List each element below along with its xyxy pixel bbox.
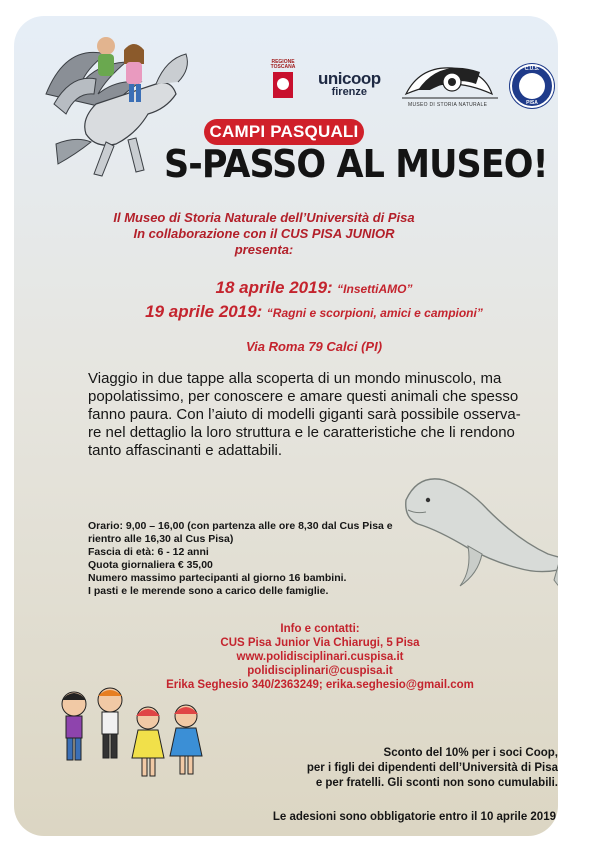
contacts-phone-email[interactable]: Erika Seghesio 340/2363249; erika.seghesio@gmail.com <box>166 679 474 691</box>
detail-orario: Orario: 9,00 – 16,00 (con partenza alle ore 8,30 dal Cus Pisa e <box>88 520 393 532</box>
event-headline: S-PASSO AL MUSEO! <box>164 142 548 186</box>
regione-flag-icon <box>273 72 293 98</box>
unicoop-main: unicoop <box>318 69 381 88</box>
cus-emblem-icon <box>519 73 545 99</box>
discount-line: e per fratelli. Gli sconti non sono cumulabili. <box>315 777 558 789</box>
museo-logo-text: MUSEO DI STORIA NATURALE <box>408 102 488 108</box>
date-line-2 <box>54 302 558 322</box>
detail-quota: Quota giornaliera € 35,00 <box>88 559 213 571</box>
date-label: 19 aprile 2019: <box>145 302 263 321</box>
detail-max: Numero massimo partecipanti al giorno 16 bambini. <box>88 572 347 584</box>
detail-eta: Fascia di età: 6 - 12 anni <box>88 546 209 558</box>
regione-toscana-logo <box>270 60 296 98</box>
contacts-line: CUS Pisa Junior Via Chiarugi, 5 Pisa <box>220 637 420 649</box>
intro-text <box>54 210 474 258</box>
date-line-1 <box>54 278 558 298</box>
desc-line: popolatissimo, per conoscere e amare questi animali che spesso <box>88 388 519 405</box>
event-details <box>88 520 438 598</box>
event-address: Via Roma 79 Calci (PI) <box>245 339 383 354</box>
desc-line: re nel dettaglio la loro struttura e le caratteristiche che li rendono <box>88 424 515 441</box>
discount-line: Sconto del 10% per i soci Coop, <box>383 747 558 759</box>
event-description <box>88 370 558 460</box>
contact-info <box>110 622 530 692</box>
registration-deadline: Le adesioni sono obbligatorie entro il 10 aprile 2019 <box>272 811 556 823</box>
regione-label: REGIONE TOSCANA <box>270 59 296 70</box>
date-label: 18 aprile 2019: <box>215 278 333 297</box>
desc-line: tanto affascinanti e adattabili. <box>88 442 283 459</box>
contacts-title: Info e contatti: <box>280 623 360 635</box>
contacts-email[interactable]: polidisciplinari@cuspisa.it <box>247 665 393 677</box>
cus-logo-top: C.U.S. <box>524 66 540 72</box>
intro-line: presenta: <box>234 242 294 257</box>
date-title: “Ragni e scorpioni, amici e campioni” <box>266 306 483 320</box>
desc-line: Viaggio in due tappe alla scoperta di un mondo minuscolo, ma <box>88 370 502 387</box>
desc-line: fanno paura. Con l’aiuto di modelli giganti sarà possibile osserva- <box>88 406 521 423</box>
detail-orario-2: rientro alle 16,30 al Cus Pisa) <box>88 533 234 545</box>
intro-line: Il Museo di Storia Naturale dell’Università di Pisa <box>113 210 415 225</box>
intro-line: In collaborazione con il CUS PISA JUNIOR <box>133 226 395 241</box>
unicoop-sub: firenze <box>331 86 368 98</box>
unicoop-logo <box>318 70 381 98</box>
discount-line: per i figli dei dipendenti dell’Università di Pisa <box>306 762 558 774</box>
discount-info <box>234 746 558 791</box>
date-title: “InsettiAMO” <box>337 282 413 296</box>
cus-logo-bottom: PISA <box>526 100 538 106</box>
event-banner: CAMPI PASQUALI <box>204 119 364 145</box>
poster-card <box>14 16 558 836</box>
cus-pisa-logo <box>510 64 554 108</box>
contacts-website[interactable]: www.polidisciplinari.cuspisa.it <box>236 651 404 663</box>
kids-illustration <box>54 684 214 784</box>
detail-pasti: I pasti e le merende sono a carico delle famiglie. <box>88 585 329 597</box>
